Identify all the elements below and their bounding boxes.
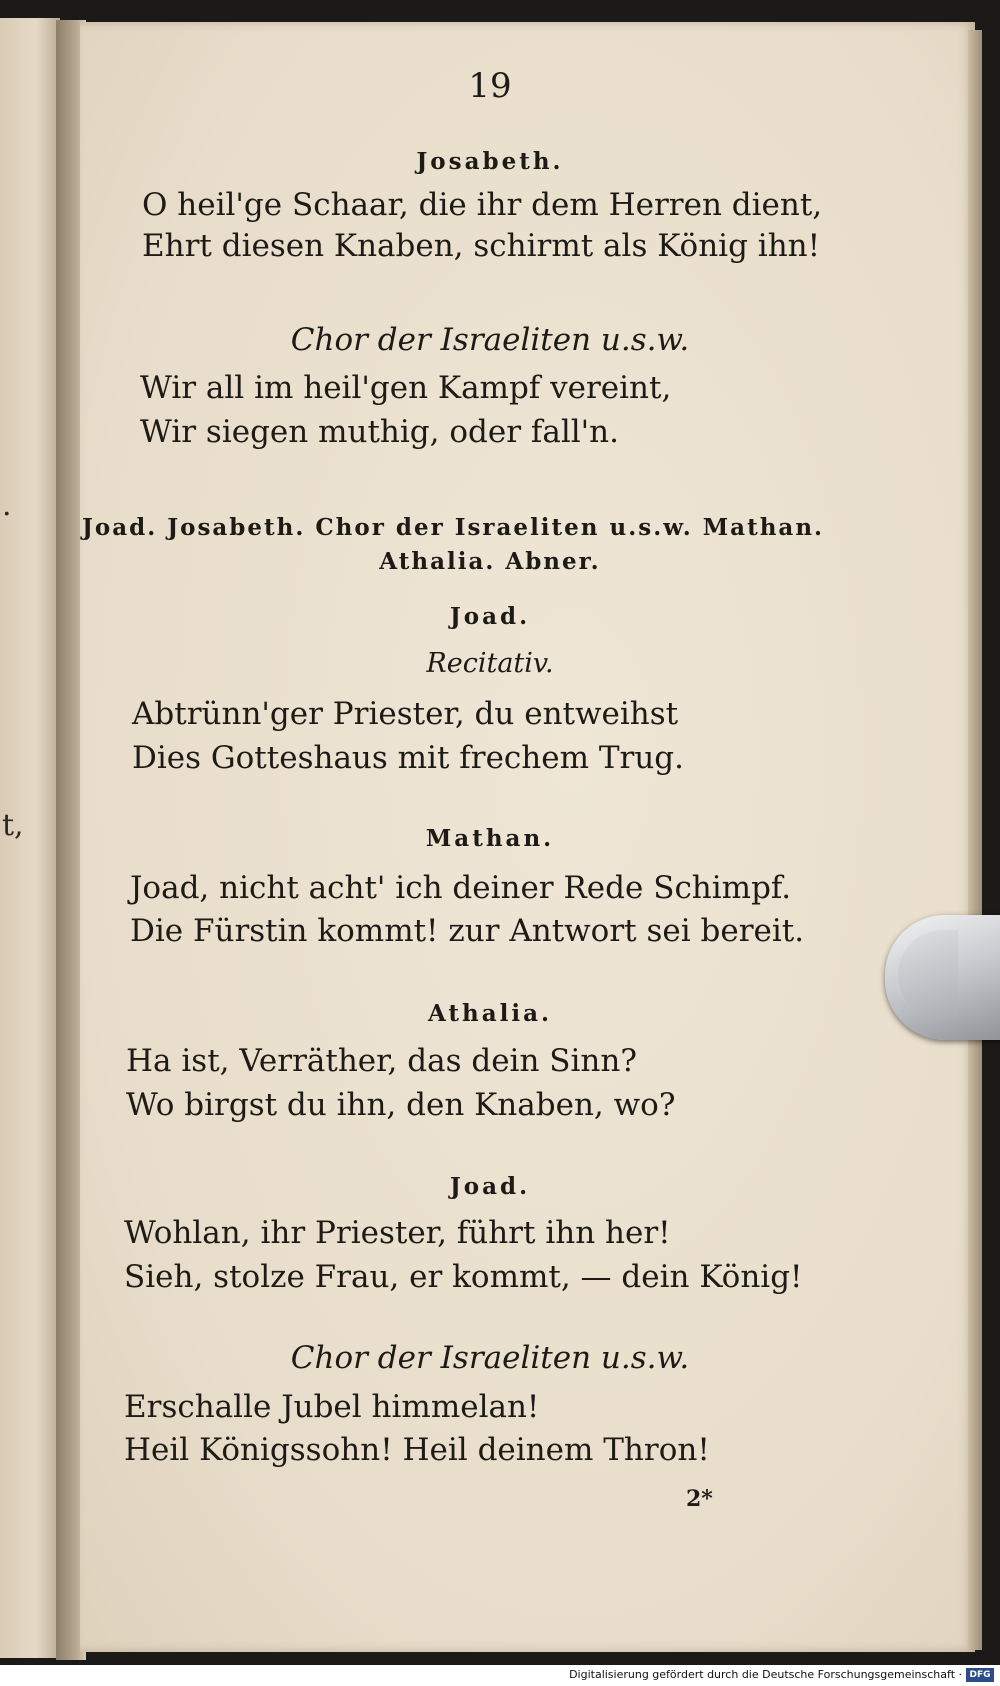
verse-line: Erschalle Jubel himmelan!	[124, 1389, 540, 1425]
cast-list-line: Athalia. Abner.	[379, 548, 601, 575]
chorus-heading: Chor der Israeliten u.s.w.	[290, 322, 690, 358]
dfg-logo: DFG	[966, 1668, 994, 1682]
verse-line: Wohlan, ihr Priester, führt ihn her!	[124, 1215, 671, 1251]
footer-credit: Digitalisierung gefördert durch die Deutsche Forschungsgemeinschaft ·	[569, 1668, 962, 1681]
verse-line: Dies Gotteshaus mit frechem Trug.	[132, 740, 684, 776]
footer-bar	[0, 1665, 1000, 1686]
cast-list-line: Joad. Josabeth. Chor der Israeliten u.s.w. Mathan.	[82, 514, 825, 541]
page-number: 19	[468, 66, 512, 106]
verse-line: Sieh, stolze Frau, er kommt, — dein König!	[124, 1259, 803, 1295]
recitativ-heading: Recitativ.	[426, 648, 554, 679]
speaker-name: Josabeth.	[416, 148, 564, 175]
verse-line: O heil'ge Schaar, die ihr dem Herren dient,	[142, 187, 823, 223]
verse-line: Wir siegen muthig, oder fall'n.	[140, 414, 619, 450]
verse-line: Ha ist, Verräther, das dein Sinn?	[126, 1043, 637, 1079]
verse-line: Wir all im heil'gen Kampf vereint,	[140, 370, 672, 406]
speaker-name: Athalia.	[427, 1000, 553, 1027]
chorus-heading: Chor der Israeliten u.s.w.	[290, 1340, 690, 1376]
verse-line: Wo birgst du ihn, den Knaben, wo?	[126, 1087, 676, 1123]
speaker-name: Joad.	[449, 1173, 531, 1200]
verse-line: Joad, nicht acht' ich deiner Rede Schimpf.	[130, 870, 792, 906]
left-margin-char: .	[2, 488, 12, 523]
signature-mark: 2*	[686, 1486, 713, 1512]
verse-line: Heil Königssohn! Heil deinem Thron!	[124, 1432, 710, 1468]
left-margin-char: t,	[2, 808, 24, 843]
verse-line: Ehrt diesen Knaben, schirmt als König ihn!	[142, 228, 821, 264]
speaker-name: Joad.	[449, 603, 531, 630]
speaker-name: Mathan.	[425, 825, 555, 852]
verse-line: Die Fürstin kommt! zur Antwort sei bereit.	[130, 913, 805, 949]
verse-line: Abtrünn'ger Priester, du entweihst	[132, 696, 679, 732]
